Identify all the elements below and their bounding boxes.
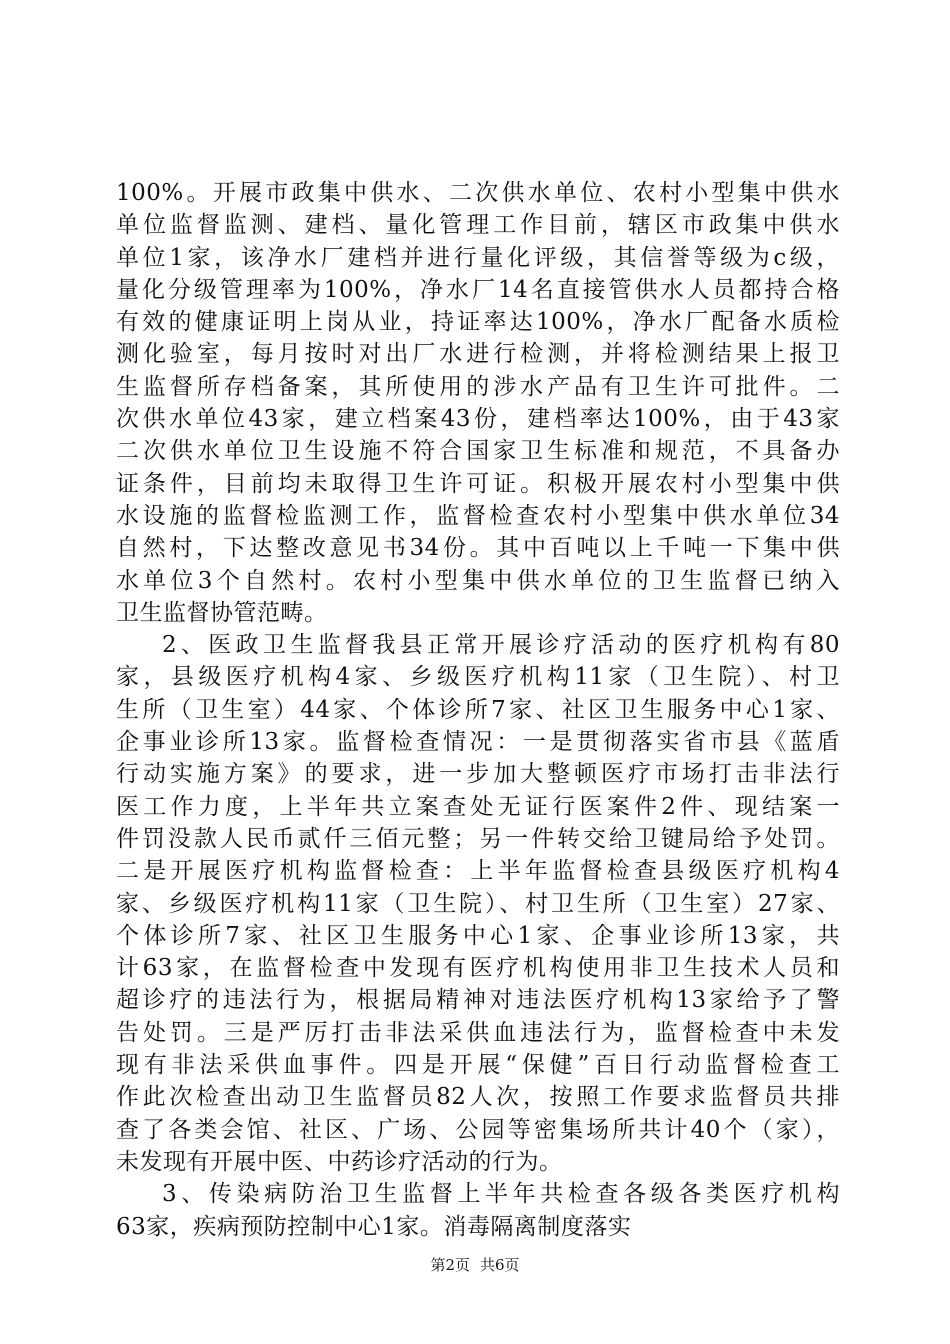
text-line: 家，县级医疗机构4家、乡级医疗机构11家（卫生院）、村卫 [116,664,840,691]
text-line: 未发现有开展中医、中药诊疗活动的行为。 [116,1148,563,1175]
page-footer [0,1255,950,1275]
page-total: 共6页 [480,1256,520,1274]
text-line: 家、乡级医疗机构11家（卫生院）、村卫生所（卫生室）27家、 [116,890,840,917]
text-line: 医工作力度，上半年共立案查处无证行医案件2件、现结案一 [116,793,840,820]
text-line: 企事业诊所13家。监督检查情况：一是贯彻落实省市县《蓝盾 [116,729,840,756]
text-line: 有效的健康证明上岗从业，持证率达100%，净水厂配备水质检 [116,309,840,336]
text-line: 行动实施方案》的要求，进一步加大整顿医疗市场打击非法行 [116,761,840,788]
text-line: 100%。开展市政集中供水、二次供水单位、农村小型集中供水 [116,180,840,206]
text-line: 计63家，在监督检查中发现有医疗机构使用非卫生技术人员和 [116,955,840,982]
text-line: 测化验室，每月按时对出厂水进行检测，并将检测结果上报卫 [116,341,840,368]
text-line: 查了各类会馆、社区、广场、公园等密集场所共计40个（家）， [116,1116,840,1143]
text-line: 次供水单位43家，建立档案43份，建档率达100%，由于43家 [116,406,840,433]
text-line: 自然村，下达整改意见书34份。其中百吨以上千吨一下集中供 [116,535,840,562]
text-line: 量化分级管理率为100%，净水厂14名直接管供水人员都持合格 [116,276,840,303]
text-line: 证条件，目前均未取得卫生许可证。积极开展农村小型集中供 [116,470,840,497]
text-line: 超诊疗的违法行为，根据局精神对违法医疗机构13家给予了警 [116,987,840,1014]
text-line: 卫生监督协管范畴。 [116,599,328,626]
text-line: 二次供水单位卫生设施不符合国家卫生标准和规范，不具备办 [116,438,840,465]
text-line: 63家，疾病预防控制中心1家。消毒隔离制度落实 [116,1213,632,1240]
text-line: 件罚没款人民币贰仟三佰元整；另一件转交给卫键局给予处罚。 [116,825,840,852]
text-line: 二是开展医疗机构监督检查：上半年监督检查县级医疗机构4 [116,858,840,885]
text-line: 现有非法采供血事件。四是开展“保健”百日行动监督检查工 [116,1052,840,1079]
text-line: 2、医政卫生监督我县正常开展诊疗活动的医疗机构有80 [162,632,840,659]
text-line: 单位1家，该净水厂建档并进行量化评级，其信誉等级为c级， [116,244,840,271]
text-line: 3、传染病防治卫生监督上半年共检查各级各类医疗机构 [162,1181,840,1208]
text-line: 单位监督监测、建档、量化管理工作目前，辖区市政集中供水 [116,212,840,239]
text-line: 生监督所存档备案，其所使用的涉水产品有卫生许可批件。二 [116,373,840,400]
page-number: 第2页 [430,1256,470,1274]
text-line: 水设施的监督检监测工作，监督检查农村小型集中供水单位34 [116,502,840,529]
text-line: 告处罚。三是严厉打击非法采供血违法行为，监督检查中未发 [116,1019,840,1046]
text-line: 生所（卫生室）44家、个体诊所7家、社区卫生服务中心1家、 [116,696,840,723]
text-line: 作此次检查出动卫生监督员82人次，按照工作要求监督员共排 [116,1084,840,1111]
document-body [116,177,840,1243]
text-line: 个体诊所7家、社区卫生服务中心1家、企事业诊所13家，共 [116,922,840,949]
text-line: 水单位3个自然村。农村小型集中供水单位的卫生监督已纳入 [116,567,840,594]
